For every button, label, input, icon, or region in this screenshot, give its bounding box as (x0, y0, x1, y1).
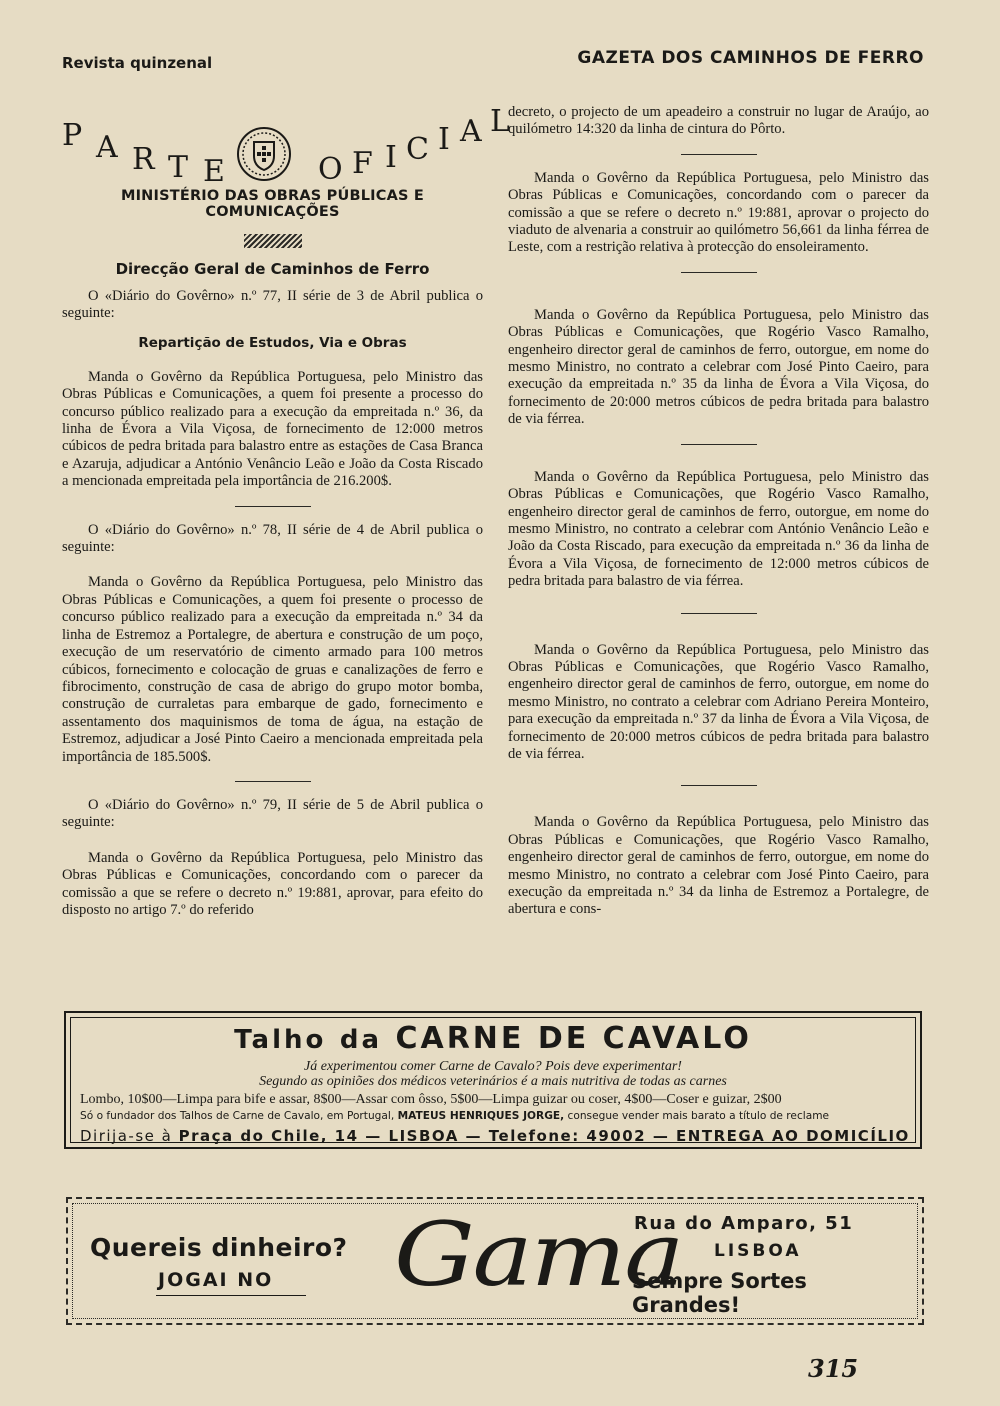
article-paragraph: Manda o Govêrno da República Portuguesa, pelo Ministro das Obras Públicas e Comunicações, que Rogério Vasco Ramalho, engenheiro director geral de caminhos de ferro, outorgue, em nome do mesmo Ministro, no contrato a celebrar com Adriano Pereira Monteiro, para execução da empreitada n.º 37 da linha de Évora a Vila Viçosa, de fornecimento de 20:000 metros cúbicos de pedra britada para balastro de via férrea. (508, 641, 929, 762)
article-paragraph: Manda o Govêrno da República Portuguesa, pelo Ministro das Obras Públicas e Comunicações, que Rogério Vasco Ramalho, engenheiro director geral de caminhos de ferro, outorgue, em nome do mesmo Ministro, no contrato a celebrar com José Pinto Caeiro, para execução da empreitada n.º 34 da linha de Estremoz a Portalegre, de abertura e cons- (508, 814, 929, 918)
ad-price-list: Lombo, 10$00—Limpa para bife e assar, 8$00—Assar com ôsso, 5$00—Limpa guizar ou coser, 4$00—Coser e guizar, 2$00 (80, 1092, 782, 1107)
heading-letter: I (438, 122, 451, 157)
gama-advertisement (66, 1197, 924, 1325)
article-paragraph: Manda o Govêrno da República Portuguesa, pelo Ministro das Obras Públicas e Comunicações, concordando com o parecer da comissão a que se refere o decreto n.º 19:881, aprovar, para efeito do disposto no artigo 7.º do referido (62, 849, 483, 918)
section-separator (681, 154, 757, 155)
section-separator (681, 613, 757, 614)
section-separator (235, 781, 311, 782)
ad-note (80, 1110, 829, 1122)
article-paragraph: Manda o Govêrno da República Portuguesa, pelo Ministro das Obras Públicas e Comunicações, que Rogério Vasco Ramalho, engenheiro director geral de caminhos de ferro, outorgue, em nome do mesmo Ministro, no contrato a celebrar com António Venâncio Leão e João da Costa Riscado, para execução da empreitada n.º 36 da linha de Évora a Vila Viçosa, de fornecimento de 12:000 metros cúbicos de pedra britada para balastro de via férrea. (508, 468, 929, 590)
ad-title (66, 1023, 920, 1056)
running-header-left: Revista quinzenal (62, 54, 213, 72)
ad-title-part: CARNE DE CAVALO (395, 1021, 752, 1056)
running-header-right: GAZETA DOS CAMINHOS DE FERRO (577, 48, 924, 68)
repartition-title: Repartição de Estudos, Via e Obras (138, 334, 407, 351)
ad-title-part: da (339, 1025, 382, 1055)
ad-address: Rua do Amparo, 51 (634, 1213, 854, 1234)
section-separator (681, 272, 757, 273)
article-paragraph: decreto, o projecto de um apeadeiro a construir no lugar de Araújo, ao quilómetro 14:320 da linha de cintura do Pôrto. (508, 104, 929, 138)
section-separator (235, 506, 311, 507)
ad-question: Quereis dinheiro? (90, 1233, 348, 1262)
heading-letter: P (62, 118, 84, 153)
right-column (508, 104, 929, 919)
left-column (62, 100, 511, 919)
ad-slogan: Sempre Sortes Grandes! (632, 1269, 807, 1317)
heading-letter: F (352, 146, 374, 181)
heading-letter: L (490, 104, 511, 139)
ad-contact-text: Dirija-se à (80, 1127, 173, 1145)
article-paragraph: O «Diário do Govêrno» n.º 78, II série de 4 de Abril publica o seguinte: (62, 521, 483, 556)
ad-contact (80, 1127, 910, 1145)
section-separator (681, 785, 757, 786)
article-paragraph: Manda o Govêrno da República Portuguesa, pelo Ministro das Obras Públicas e Comunicações, a quem foi presente o processo de concurso público realizado para a execução da empreitada n.º 34 da linha de Estremoz a Portalegre, de abertura e construção de um poço, execução de um reservatório de cimento armado para 100 metros cúbicos, fornecimento e colocação de gruas e canalizações de ferro e fibrocimento, construção de casa de abrigo do grupo motor bomba, construção de curraletas para embarque de gado, fornecimento e assentamento dos maquinismos de toma de água, na estação de Estremoz, adjudicar a José Pinto Caeiro a mencionada empreitada pela importância de 185.500$. (62, 574, 483, 765)
page-number: 315 (808, 1354, 859, 1383)
heading-letter: T (168, 150, 190, 185)
heading-letter: C (406, 132, 430, 167)
talho-advertisement (64, 1011, 922, 1149)
heading-letter: E (203, 154, 226, 189)
gama-brand-logo: Gama (394, 1203, 683, 1306)
ad-city: LISBOA (714, 1241, 802, 1261)
ad-note-text: Só o fundador dos Talhos de Carne de Cavalo, em Portugal, (80, 1110, 395, 1122)
coat-of-arms-icon (236, 126, 292, 182)
article-paragraph: Manda o Govêrno da República Portuguesa, pelo Ministro das Obras Públicas e Comunicações, a quem foi presente a processo do concurso público realizado para a execução da empreitada n.º 36, da linha de Évora a Vila Viçosa, de fornecimento de 12:000 metros cúbicos de pedra britada para balastro entre as estações de Casa Branca e Azaruja, adjudicar a António Venâncio Leão e João da Costa Riscado a mencionada empreitada pela importância de 216.200$. (62, 368, 483, 490)
direction-title: Direcção Geral de Caminhos de Ferro (115, 260, 430, 278)
parte-oficial-heading (62, 100, 511, 189)
ad-founder-name: MATEUS HENRIQUES JORGE, (397, 1110, 565, 1122)
heading-letter: A (460, 114, 483, 149)
ad-contact-address: Praça do Chile, 14 — LISBOA — Telefone: 49002 — ENTREGA AO DOMICÍLIO (178, 1127, 910, 1145)
ministry-title: MINISTÉRIO DAS OBRAS PÚBLICAS E COMUNICAÇÕES (120, 188, 425, 220)
heading-letter: R (132, 142, 156, 177)
ad-note-text: consegue vender mais barato a título de reclame (567, 1110, 830, 1122)
heading-letter: O (318, 152, 344, 187)
hatched-divider (244, 234, 302, 248)
ad-title-part: Talho (234, 1025, 327, 1055)
article-paragraph: O «Diário do Govêrno» n.º 79, II série de 5 de Abril publica o seguinte: (62, 796, 483, 831)
section-separator (681, 444, 757, 445)
article-paragraph: O «Diário do Govêrno» n.º 77, II série de 3 de Abril publica o seguinte: (62, 288, 483, 322)
ad-underline (156, 1295, 306, 1296)
article-paragraph: Manda o Govêrno da República Portuguesa, pelo Ministro das Obras Públicas e Comunicações, concordando com o parecer da comissão a que se refere o decreto n.º 19:881, aprovar o projecto do viaduto de alvenaria a construir ao quilómetro 56,661 da linha férrea de Leste, com a restrição relativa à protecção do ensoleiramento. (508, 169, 929, 256)
ad-tagline: Segundo as opiniões dos médicos veterinários é a mais nutritiva de todas as carnes (259, 1074, 727, 1089)
heading-letter: I (385, 140, 398, 175)
heading-letter: A (96, 130, 119, 165)
ad-tagline: Já experimentou comer Carne de Cavalo? Pois deve experimentar! (304, 1059, 682, 1074)
ad-call-to-action: JOGAI NO (158, 1269, 274, 1291)
article-paragraph: Manda o Govêrno da República Portuguesa, pelo Ministro das Obras Públicas e Comunicações, que Rogério Vasco Ramalho, engenheiro director geral de caminhos de ferro, outorgue, em nome do mesmo Ministro, no contrato a celebrar com José Pinto Caeiro, para execução da empreitada n.º 35 da linha de Évora a Vila Viçosa, do fornecimento de 20:000 metros cúbicos de pedra britada para balastro de via férrea. (508, 306, 929, 428)
